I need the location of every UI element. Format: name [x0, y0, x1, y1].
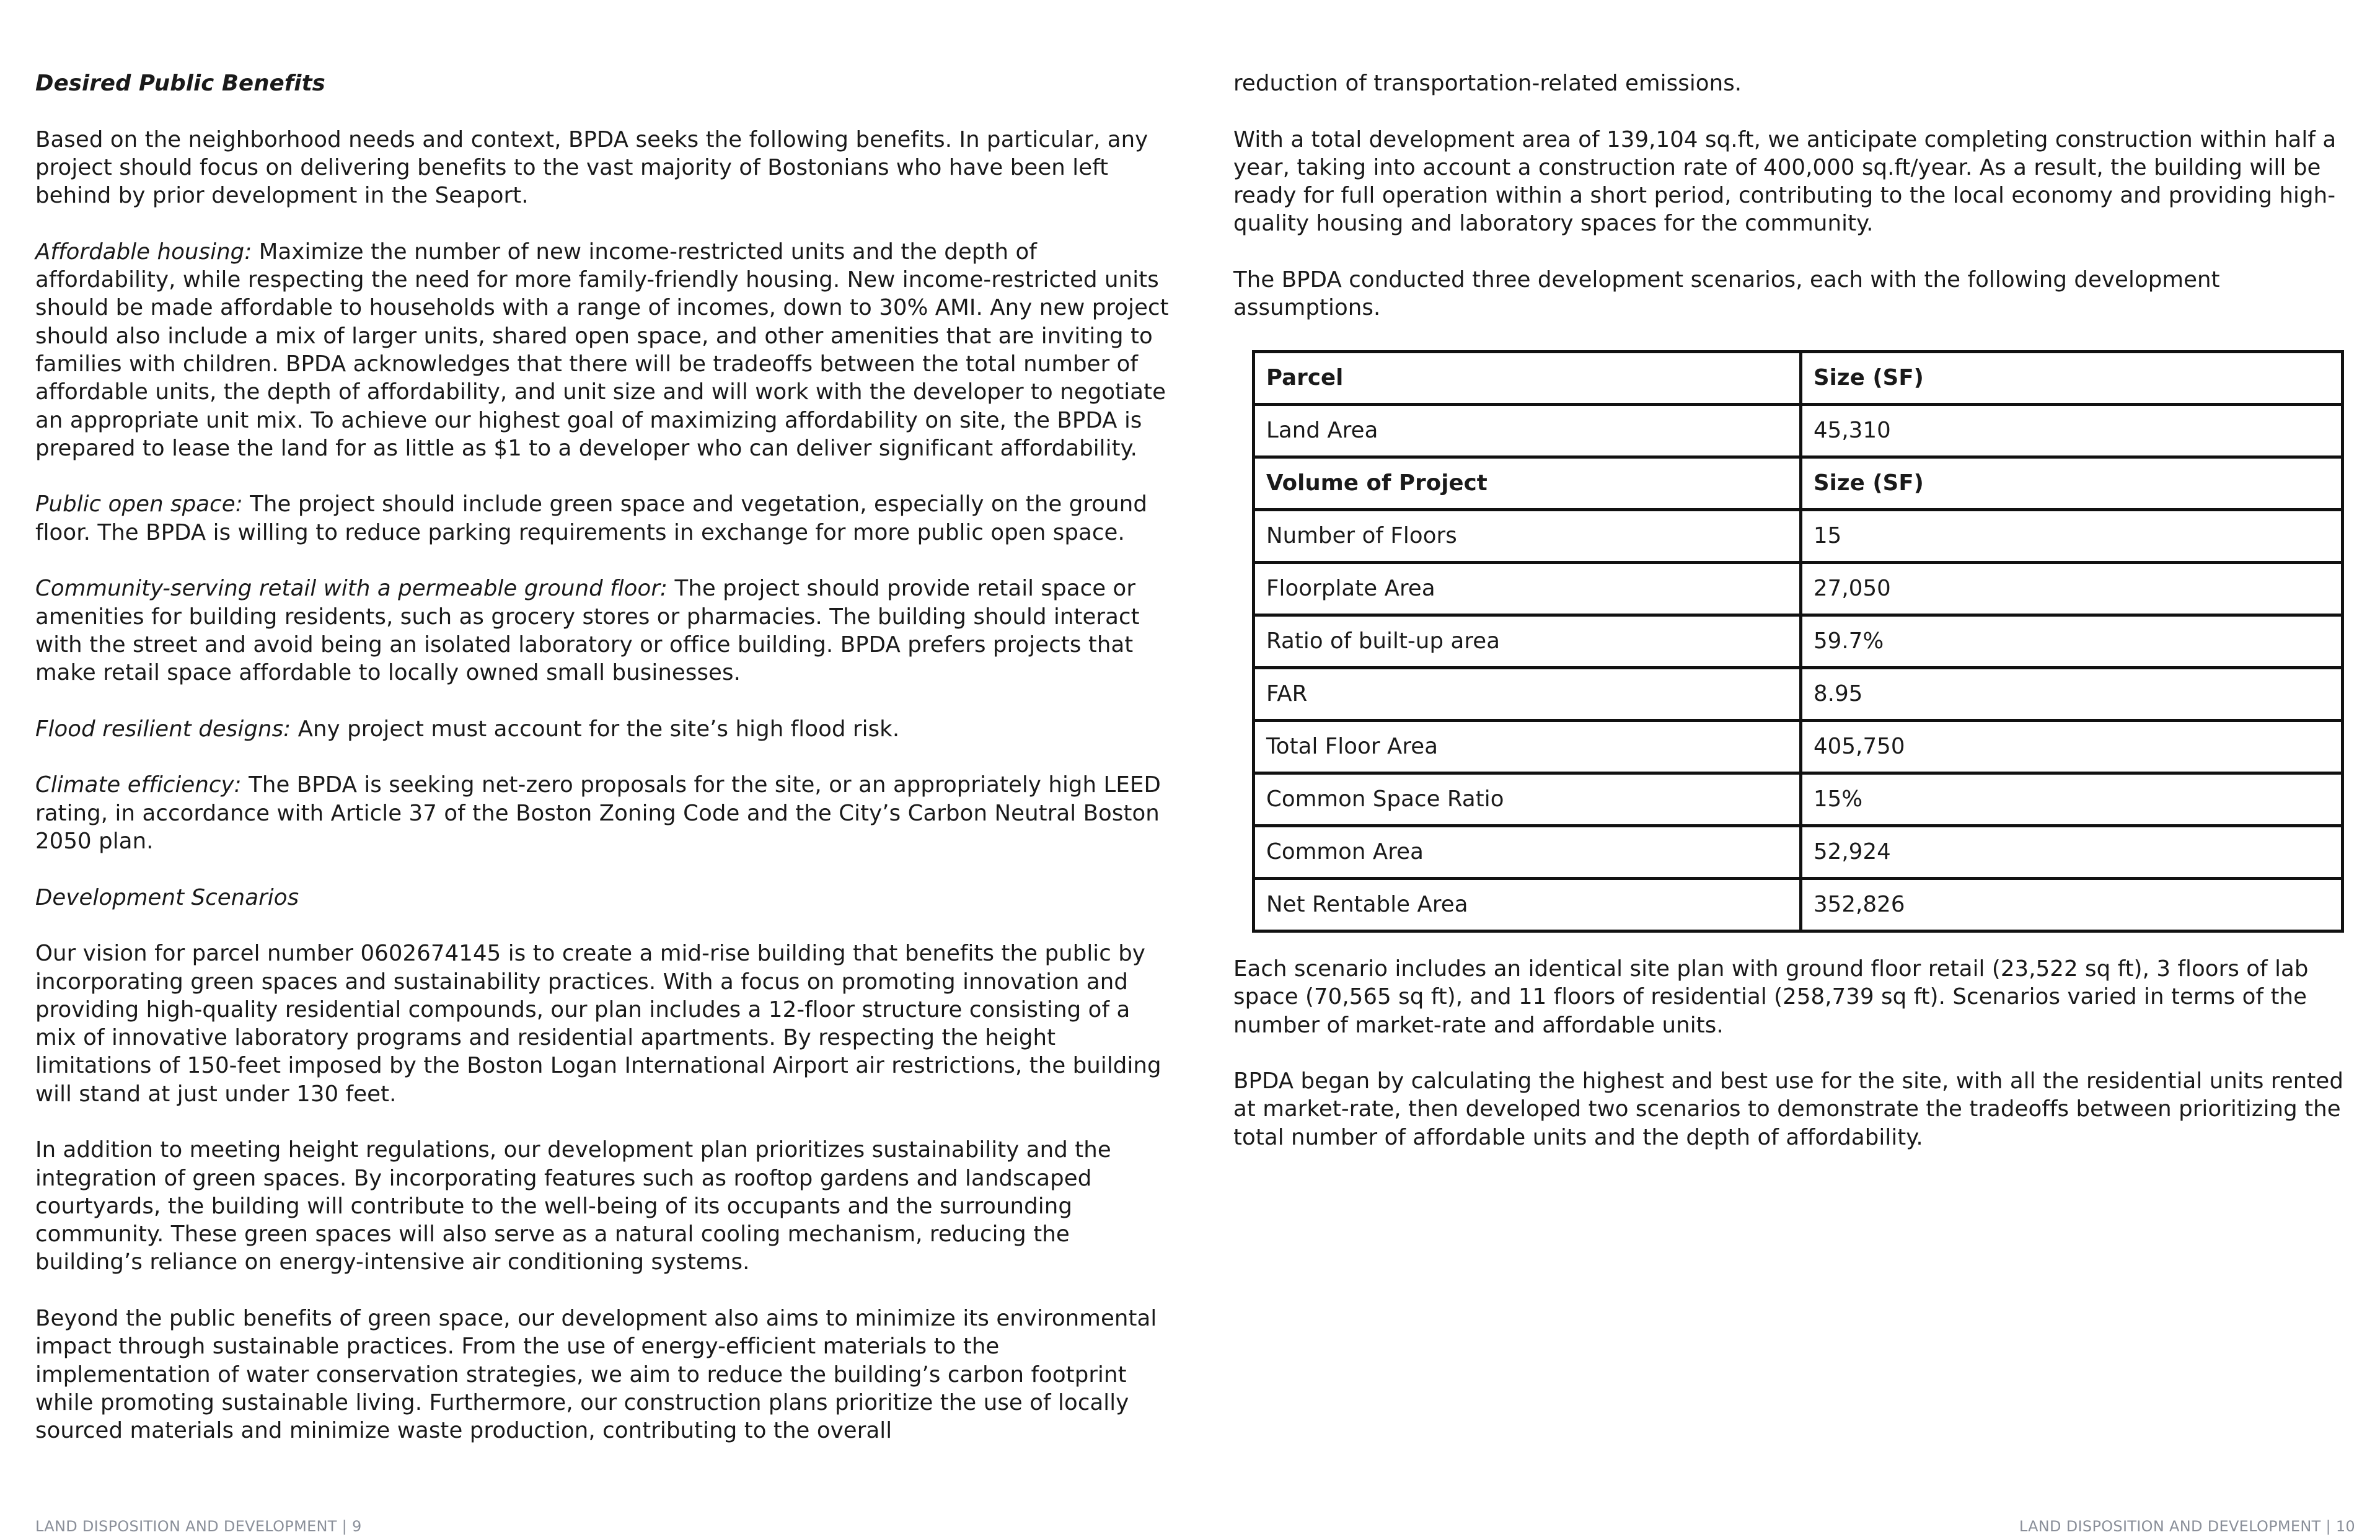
table-row — [1254, 562, 2343, 615]
benefit-lead: Community-serving retail with a permeable ground floor: — [35, 576, 668, 602]
table-header-row — [1254, 457, 2343, 509]
paragraph-site-plan: Each scenario includes an identical site plan with ground floor retail (23,522 sq ft), 3 floors of lab space (70,565 sq ft), and 11 floors of residential (258,739 sq ft). Scenarios varied in terms of the number of market-rate and affordable units. — [1233, 956, 2309, 1038]
footer-left-page-number: LAND DISPOSITION AND DEVELOPMENT | 9 — [35, 1518, 362, 1535]
benefit-lead: Affordable housing: — [35, 239, 252, 265]
table-cell-value: 59.7% — [1801, 615, 2343, 667]
benefit-climate-efficiency — [35, 771, 1176, 855]
table-cell-value: Size (SF) — [1801, 351, 2343, 404]
benefit-text: The project should provide retail space or amenities for building residents, such as grocery stores or pharmacies. The building should interact with the street and avoid being an isolated laboratory or office building. BPDA prefers projects that make retail space affordable to locally owned small businesses. — [35, 576, 1140, 686]
table-row — [1254, 667, 2343, 720]
table-cell-label: Volume of Project — [1254, 457, 1801, 509]
table-cell-label: Total Floor Area — [1254, 720, 1801, 773]
paragraph-scenarios-intro: The BPDA conducted three development scenarios, each with the following development assumptions. — [1233, 267, 2220, 321]
right-page — [1233, 69, 2349, 1179]
table-row — [1254, 773, 2343, 825]
table-cell-value: 352,826 — [1801, 878, 2343, 931]
table-row — [1254, 825, 2343, 878]
table-cell-value: 27,050 — [1801, 562, 2343, 615]
heading-desired-public-benefits: Desired Public Benefits — [35, 71, 325, 96]
table-cell-label: Land Area — [1254, 404, 1801, 457]
table-row — [1254, 878, 2343, 931]
benefit-public-open-space — [35, 490, 1176, 547]
left-page — [35, 69, 1176, 1473]
table-cell-label: Ratio of built-up area — [1254, 615, 1801, 667]
table-cell-label: Parcel — [1254, 351, 1801, 404]
benefit-lead: Flood resilient designs: — [35, 716, 291, 742]
table-cell-label: Number of Floors — [1254, 509, 1801, 562]
table-cell-label: Floorplate Area — [1254, 562, 1801, 615]
benefit-text: The project should include green space and vegetation, especially on the ground floor. The BPDA is willing to reduce parking requirements in exchange for more public open space. — [35, 491, 1147, 545]
table-cell-value: 45,310 — [1801, 404, 2343, 457]
paragraph-development-area: With a total development area of 139,104 sq.ft, we anticipate completing construction within half a year, taking into account a construction rate of 400,000 sq.ft/year. As a result, the building will be ready for full operation within a short period, contributing to the local economy and providing high-quality housing and laboratory spaces for the community. — [1233, 126, 2337, 237]
benefit-text: Any project must account for the site’s high flood risk. — [291, 716, 900, 742]
paragraph-sustainability: Beyond the public benefits of green space, our development also aims to minimize its environmental impact through sustainable practices. From the use of energy-efficient materials to the implementation of water conservation strategies, we aim to reduce the building’s carbon footprint while promoting sustainable living. Furthermore, our construction plans prioritize the use of locally sourced materials and minimize waste production, contributing to the overall — [35, 1306, 1157, 1444]
table-cell-value: Size (SF) — [1801, 457, 2343, 509]
heading-development-scenarios: Development Scenarios — [35, 884, 299, 910]
table-header-row — [1254, 351, 2343, 404]
benefit-text: The BPDA is seeking net-zero proposals for the site, or an appropriately high LEED rating, in accordance with Article 37 of the Boston Zoning Code and the City’s Carbon Neutral Boston 2050 plan. — [35, 772, 1161, 855]
table-cell-label: Common Area — [1254, 825, 1801, 878]
benefits-intro: Based on the neighborhood needs and context, BPDA seeks the following benefits. In particular, any project should focus on delivering benefits to the vast majority of Bostonians who have been left behind by prior development in the Seaport. — [35, 126, 1148, 209]
benefit-text: Maximize the number of new income-restricted units and the depth of affordability, while respecting the need for more family-friendly housing. New income-restricted units should be made affordable to households with a range of incomes, down to 30% AMI. Any new project should also include a mix of larger units, shared open space, and other amenities that are inviting to families with children. BPDA acknowledges that there will be tradeoffs between the total number of affordable units, the depth of affordability, and unit size and will work with the developer to negotiate an appropriate unit mix. To achieve our highest goal of maximizing affordability on site, the BPDA is prepared to lease the land for as little as $1 to a developer who can deliver significant affordability. — [35, 239, 1169, 461]
table-body — [1254, 351, 2343, 931]
paragraph-highest-best-use: BPDA began by calculating the highest and best use for the site, with all the residential units rented at market-rate, then developed two scenarios to demonstrate the tradeoffs between prioritizing the total number of affordable units and the depth of affordability. — [1233, 1068, 2343, 1150]
table-row — [1254, 509, 2343, 562]
table-cell-value: 15 — [1801, 509, 2343, 562]
table-cell-value: 15% — [1801, 773, 2343, 825]
paragraph-vision: Our vision for parcel number 0602674145 is to create a mid-rise building that benefits the public by incorporating green spaces and sustainability practices. With a focus on promoting innovation and providing high-quality residential compounds, our plan includes a 12-floor structure consisting of a mix of innovative laboratory programs and residential apartments. By respecting the height limitations of 150-feet imposed by the Boston Logan International Airport air restrictions, the building will stand at just under 130 feet. — [35, 941, 1161, 1107]
table-row — [1254, 615, 2343, 667]
table-cell-label: Common Space Ratio — [1254, 773, 1801, 825]
footer-right-page-number: LAND DISPOSITION AND DEVELOPMENT | 10 — [2019, 1518, 2355, 1535]
table-row — [1254, 404, 2343, 457]
benefit-community-retail — [35, 574, 1176, 687]
benefit-flood-resilient — [35, 715, 1176, 743]
table-cell-value: 8.95 — [1801, 667, 2343, 720]
benefit-affordable-housing — [35, 238, 1176, 462]
table-cell-value: 52,924 — [1801, 825, 2343, 878]
table-cell-label: Net Rentable Area — [1254, 878, 1801, 931]
paragraph-height-regulations: In addition to meeting height regulations, our development plan prioritizes sustainability and the integration of green spaces. By incorporating features such as rooftop gardens and landscaped courtyards, the building will contribute to the well-being of its occupants and the surrounding community. These green spaces will also serve as a natural cooling mechanism, reducing the building’s reliance on energy-intensive air conditioning systems. — [35, 1137, 1111, 1275]
table-row — [1254, 720, 2343, 773]
table-cell-label: FAR — [1254, 667, 1801, 720]
benefit-lead: Public open space: — [35, 491, 243, 517]
development-assumptions-table — [1252, 350, 2344, 933]
paragraph-continued: reduction of transportation-related emissions. — [1233, 71, 1742, 96]
benefit-lead: Climate efficiency: — [35, 772, 242, 798]
table-cell-value: 405,750 — [1801, 720, 2343, 773]
